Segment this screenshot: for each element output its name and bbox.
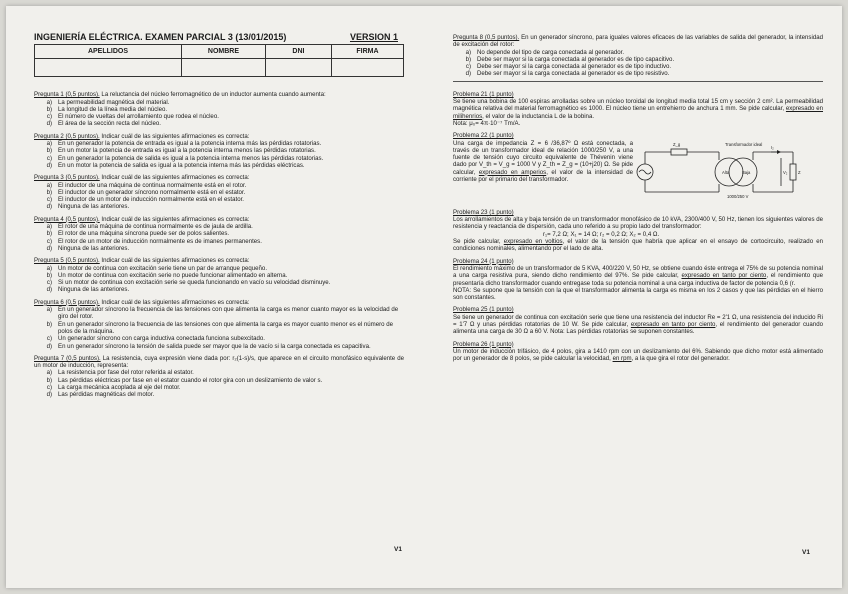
question-text: La reluctancia del núcleo ferromagnético de un inductor aumenta cuando aumenta: xyxy=(99,91,326,99)
problem-text: Los arrollamientos de alta y baja tensión de un transformador monofásico de 10 kVA, 2300/400 V, 50 Hz, tienen los siguientes valores de resistencia y reactancia de dispersión, cada uno referido a su propio lado del transformador: xyxy=(453,216,823,231)
option-letter: b) xyxy=(46,147,52,155)
option-text: En un generador la potencia de entrada es igual a la potencia interna más las pérdidas rotatorias. xyxy=(58,140,322,148)
problem-24 xyxy=(453,258,823,302)
problem-text: Se pide calcular, xyxy=(453,238,504,246)
exam-title: INGENIERÍA ELÉCTRICA. EXAMEN PARCIAL 3 (13/01/2015) xyxy=(34,32,287,42)
option-text: Debe ser mayor si la carga conectada al generador es de tipo capacitivo. xyxy=(477,55,675,63)
option-text: En un generador síncrono la tensión de salida puede ser mayor que la de vacío si la carga conectada es capacitiva. xyxy=(58,342,371,350)
page-marker-left: V1 xyxy=(394,546,402,553)
field-apellidos[interactable] xyxy=(35,59,182,77)
question-label: Pregunta 6 (0,5 puntos). xyxy=(34,298,100,306)
option-list xyxy=(34,182,404,211)
option-letter: c) xyxy=(46,196,52,204)
problem-text: , a la que gira el rotor del generador. xyxy=(631,355,730,363)
option-letter: c) xyxy=(46,279,52,287)
option-item xyxy=(34,230,404,237)
option-letter: b) xyxy=(465,55,471,63)
question-5 xyxy=(34,257,404,293)
problem-23 xyxy=(453,209,823,253)
option-item xyxy=(34,265,404,272)
problem-text: , el valor de la inductancia L de la bobina. xyxy=(482,112,595,120)
option-item xyxy=(34,306,404,321)
option-letter: a) xyxy=(46,181,52,189)
question-label: Pregunta 1 (0,5 puntos). xyxy=(34,91,100,99)
problem-unit: expresado en amperios xyxy=(478,168,547,176)
problem-title: Problema 26 (1 punto) xyxy=(453,340,514,348)
option-item xyxy=(453,63,823,70)
circuit-diagram xyxy=(633,140,823,204)
question-6 xyxy=(34,299,404,350)
option-text: Debe ser mayor si la carga conectada al generador es de tipo resistivo. xyxy=(477,70,670,78)
question-label: Pregunta 3 (0,5 puntos). xyxy=(34,174,100,182)
circuit-svg xyxy=(633,140,813,202)
question-4 xyxy=(34,216,404,252)
option-item xyxy=(34,321,404,336)
question-label: Pregunta 5 (0,5 puntos). xyxy=(34,257,100,265)
option-item xyxy=(34,238,404,245)
ratio-label: 1000/250 V xyxy=(727,193,749,199)
option-item xyxy=(34,120,404,127)
option-text: La longitud de la línea media del núcleo. xyxy=(58,105,168,113)
option-list xyxy=(453,49,823,78)
option-item xyxy=(34,223,404,230)
option-text: En un motor la potencia de entrada es igual a la potencia interna menos las pérdidas rotatorias. xyxy=(58,147,316,155)
problem-unit: expresado en voltios xyxy=(503,238,563,246)
option-item xyxy=(453,49,823,56)
option-text: No depende del tipo de carga conectada al generador. xyxy=(477,48,625,56)
option-text: La permeabilidad magnética del material. xyxy=(58,98,170,106)
option-list xyxy=(34,265,404,294)
option-item xyxy=(34,196,404,203)
field-nombre[interactable] xyxy=(181,59,265,77)
field-dni[interactable] xyxy=(265,59,331,77)
z-label: Z xyxy=(798,169,801,175)
option-item xyxy=(34,279,404,286)
problem-text: Se tiene un generador de continua con excitación serie que tiene una resistencia del inductor Re = 2'1 Ω, una resistencia del inducido Ri = 1'7 Ω y unas pérdidas rotatorias de 10 W. Se pide calcular, xyxy=(453,313,823,329)
option-item xyxy=(34,155,404,162)
load-impedance xyxy=(790,164,796,180)
option-letter: c) xyxy=(46,237,52,245)
problem-title: Problema 21 (1 punto) xyxy=(453,90,514,98)
option-letter: b) xyxy=(46,230,52,238)
option-letter: a) xyxy=(46,369,52,377)
option-text: Debe ser mayor si la carga conectada al generador es de tipo inductivo. xyxy=(477,63,672,71)
question-text: Indicar cuál de las siguientes afirmaciones es correcta: xyxy=(99,132,250,140)
option-letter: b) xyxy=(46,105,52,113)
option-letter: c) xyxy=(465,63,471,71)
problem-unit: expresado en tanto por ciento xyxy=(630,321,716,329)
left-column xyxy=(34,34,404,404)
question-text: Indicar cuál de las siguientes afirmaciones es correcta: xyxy=(99,215,250,223)
col-nombre: NOMBRE xyxy=(181,45,265,59)
problem-values: r₁= 7,2 Ω; X₁ = 14 Ω; r₂ = 0,2 Ω; X₂ = 0,4 Ω. xyxy=(543,230,660,238)
option-item xyxy=(453,56,823,63)
option-item xyxy=(34,335,404,342)
option-text: Las pérdidas eléctricas por fase en el estator cuando el rotor gira con un deslizamiento de valor s. xyxy=(58,376,323,384)
option-list xyxy=(34,223,404,252)
problem-title: Problema 25 (1 punto) xyxy=(453,306,514,314)
option-letter: d) xyxy=(46,203,52,211)
option-item xyxy=(34,106,404,113)
option-list xyxy=(34,369,404,398)
problem-26 xyxy=(453,341,823,363)
question-text: La resistencia, cuya expresión viene dada por: r₂(1-s)/s, que aparece en el circuito monofásico equivalente de un motor de inducción, representa: xyxy=(34,354,404,370)
option-list xyxy=(34,306,404,350)
option-letter: b) xyxy=(46,376,52,384)
col-dni: DNI xyxy=(265,45,331,59)
option-letter: d) xyxy=(46,286,52,294)
option-item xyxy=(34,391,404,398)
option-text: El inductor de un motor de inducción normalmente está en el estator. xyxy=(58,196,244,204)
question-text: Indicar cuál de las siguientes afirmaciones es correcta: xyxy=(99,174,250,182)
option-text: Un motor de continua con excitación serie tiene un par de arranque pequeño. xyxy=(58,264,268,272)
question-label: Pregunta 8 (0,5 puntos). xyxy=(453,34,520,41)
problem-text: El rendimiento máximo de un transformador de 5 KVA, 400/220 V, 50 Hz, se obtiene cuando éste entrega el 75% de su potencia nominal a una carga resistiva pura, siendo dicho rendimiento del 97%. Se pide calcular, xyxy=(453,264,823,280)
option-text: El rotor de una máquina síncrona puede ser de polos salientes. xyxy=(58,230,230,238)
right-column xyxy=(453,34,823,368)
col-firma: FIRMA xyxy=(331,45,403,59)
problem-text: Un motor de inducción trifásico, de 4 polos, gira a 1410 rpm con un deslizamiento del 6%. Sabiendo que dicho motor está alimentado por un generador de 8 polos, se pide calcular la velocidad, xyxy=(453,347,823,363)
exam-header xyxy=(34,34,404,41)
option-letter: a) xyxy=(46,223,52,231)
question-list xyxy=(34,91,404,398)
option-item xyxy=(34,113,404,120)
zg-label: Z_g xyxy=(673,141,681,147)
option-item xyxy=(34,182,404,189)
transformer-label: Transformador ideal xyxy=(725,141,763,147)
problem-text: Una carga de impedancia Z = 6 /36,87º Ω está conectada, a través de un transformador ideal de relación 1000/250 V, a una fuente de tensión cuyo circuito equivalente de Thévenin viene dado por V_th = V_g = 1000 V y Z_th = Z_g = (10+j20) Ω. Se pide calcular, xyxy=(453,139,633,176)
option-text: El inductor de una máquina de continua normalmente está en el rotor. xyxy=(58,181,247,189)
option-item xyxy=(34,384,404,391)
option-text: En un generador síncrono la frecuencia de las tensiones con que alimenta la carga es menor cuanto mayor es la velocidad de giro del rotor. xyxy=(58,306,399,321)
problem-title: Problema 23 (1 punto) xyxy=(453,208,514,216)
question-label: Pregunta 4 (0,5 puntos). xyxy=(34,215,100,223)
problem-unit: expresado en tanto por ciento xyxy=(681,272,767,280)
problem-text: , el valor de la intensidad de corriente por el primario del transformador. xyxy=(453,168,633,184)
option-item xyxy=(34,245,404,252)
problem-text: , el valor de la tensión que habría que aplicar en el ensayo de cortocircuito, realizado en condiciones nominales, alimentando por el lado de alta. xyxy=(453,238,823,253)
problem-title: Problema 22 (1 punto) xyxy=(453,132,514,140)
option-item xyxy=(34,147,404,154)
baja-label: Baja xyxy=(742,169,751,175)
option-letter: c) xyxy=(46,154,52,162)
option-letter: a) xyxy=(46,140,52,148)
question-1 xyxy=(34,91,404,127)
option-letter: a) xyxy=(46,264,52,272)
problem-title: Problema 24 (1 punto) xyxy=(453,257,514,265)
alta-label: Alta xyxy=(722,169,730,175)
option-letter: b) xyxy=(46,320,52,328)
option-text: El rotor de un motor de inducción normalmente es de imanes permanentes. xyxy=(58,237,262,245)
question-2 xyxy=(34,133,404,169)
option-text: Un generador síncrono con carga inductiva conectada funciona subexcitado. xyxy=(58,335,265,343)
option-letter: c) xyxy=(46,113,52,121)
question-7 xyxy=(34,355,404,399)
exam-version: VERSION 1 xyxy=(349,32,398,42)
option-letter: d) xyxy=(46,342,52,350)
option-text: Un motor de continua con excitación serie no puede funcionar alimentado en alterna. xyxy=(58,271,288,279)
option-text: Ninguna de las anteriores. xyxy=(58,203,130,211)
problem-22 xyxy=(453,132,823,204)
option-list xyxy=(34,140,404,169)
option-letter: b) xyxy=(46,271,52,279)
question-3 xyxy=(34,174,404,210)
option-item xyxy=(34,99,404,106)
option-text: El número de vueltas del arrollamiento que rodea el núcleo. xyxy=(58,113,219,121)
option-text: El área de la sección recta del núcleo. xyxy=(58,120,161,128)
question-label: Pregunta 2 (0,5 puntos). xyxy=(34,132,100,140)
col-apellidos: APELLIDOS xyxy=(35,45,182,59)
question-text: Indicar cuál de las siguientes afirmaciones es correcta: xyxy=(99,298,250,306)
option-text: La carga mecánica acoplada al eje del motor. xyxy=(58,383,181,391)
question-text: Indicar cuál de las siguientes afirmaciones es correcta: xyxy=(99,257,250,265)
option-text: El rotor de una máquina de continua normalmente es de jaula de ardilla. xyxy=(58,223,253,231)
problem-text: Se tiene una bobina de 100 espiras arrolladas sobre un núcleo toroidal de longitud media total 15 cm y sección 2 cm². La permeabilidad magnética relativa del material ferromagnético es 1000. El núcleo tiene un entrehierro de anchura 1 mm. Se pide calcular, xyxy=(453,98,823,113)
option-letter: d) xyxy=(46,161,52,169)
problem-unit: en rpm xyxy=(612,355,632,363)
option-text: Las pérdidas magnéticas del motor. xyxy=(58,391,155,399)
option-letter: b) xyxy=(46,188,52,196)
option-text: Si un motor de continua con excitación serie se queda funcionando en vacío su velocidad disminuye. xyxy=(58,279,331,287)
option-text: En un motor la potencia de salida es igual a la potencia interna más las pérdidas eléctricas. xyxy=(58,161,305,169)
option-text: Ninguna de las anteriores. xyxy=(58,244,130,252)
divider xyxy=(453,81,823,82)
problem-note: Nota: μ₀= 4π·10⁻⁷ Tm/A. xyxy=(453,119,521,127)
option-letter: d) xyxy=(465,70,471,78)
option-letter: c) xyxy=(46,383,52,391)
option-letter: a) xyxy=(46,98,52,106)
problem-unit: expresado en milihenrios xyxy=(453,105,823,120)
option-text: La resistencia por fase del rotor referida al estator. xyxy=(58,369,194,377)
option-text: Ninguna de las anteriores. xyxy=(58,286,130,294)
option-list xyxy=(34,99,404,128)
problem-note: NOTA: Se supone que la tensión con la que el transformador alimenta la carga es misma en los 2 casos y que las pérdidas en el hierro son constantes. xyxy=(453,286,823,302)
exam-sheet xyxy=(6,6,842,588)
problem-text: , el rendimiento que presentaría dicho transformador cuando entregase toda su potencia nominal a una carga inductiva de factor de potencia 0,6 (r. xyxy=(453,272,823,287)
v2-label: V₂ xyxy=(783,169,788,175)
option-item xyxy=(34,140,404,147)
question-label: Pregunta 7 (0,5 puntos). xyxy=(34,354,101,362)
question-text: En un generador síncrono, para iguales valores eficaces de las variables de salida del generador, la intensidad de excitación del rotor: xyxy=(453,34,823,49)
option-item xyxy=(34,272,404,279)
option-letter: c) xyxy=(46,335,52,343)
option-text: En un generador síncrono la frecuencia de las tensiones con que alimenta la carga es mayor cuanto menor es el número de polos de la máquina. xyxy=(58,320,394,335)
option-item xyxy=(34,162,404,169)
option-item xyxy=(34,203,404,210)
field-firma[interactable] xyxy=(331,59,403,77)
student-id-table xyxy=(34,44,404,77)
question-8 xyxy=(453,34,823,78)
zg-impedance xyxy=(671,149,687,155)
option-item xyxy=(34,369,404,376)
option-letter: d) xyxy=(46,120,52,128)
option-item xyxy=(453,70,823,77)
option-letter: a) xyxy=(465,48,471,56)
i2-label: I₂ xyxy=(771,144,774,150)
option-letter: d) xyxy=(46,244,52,252)
problem-21 xyxy=(453,91,823,127)
problem-25 xyxy=(453,306,823,335)
problem-text: , el rendimiento del generador cuando alimenta una carga de 30 Ω a 60 V. Nota: Las pérdidas rotatorias se suponen constantes. xyxy=(453,321,823,336)
option-item xyxy=(34,189,404,196)
page-marker-right: V1 xyxy=(802,549,810,556)
option-item xyxy=(34,286,404,293)
option-text: En un generador la potencia de salida es igual a la potencia interna menos las pérdidas rotatorias. xyxy=(58,154,324,162)
option-letter: d) xyxy=(46,391,52,399)
option-item xyxy=(34,377,404,384)
option-item xyxy=(34,343,404,350)
option-text: El inductor de un generador síncrono normalmente está en el estator. xyxy=(58,188,246,196)
option-letter: a) xyxy=(46,306,52,314)
